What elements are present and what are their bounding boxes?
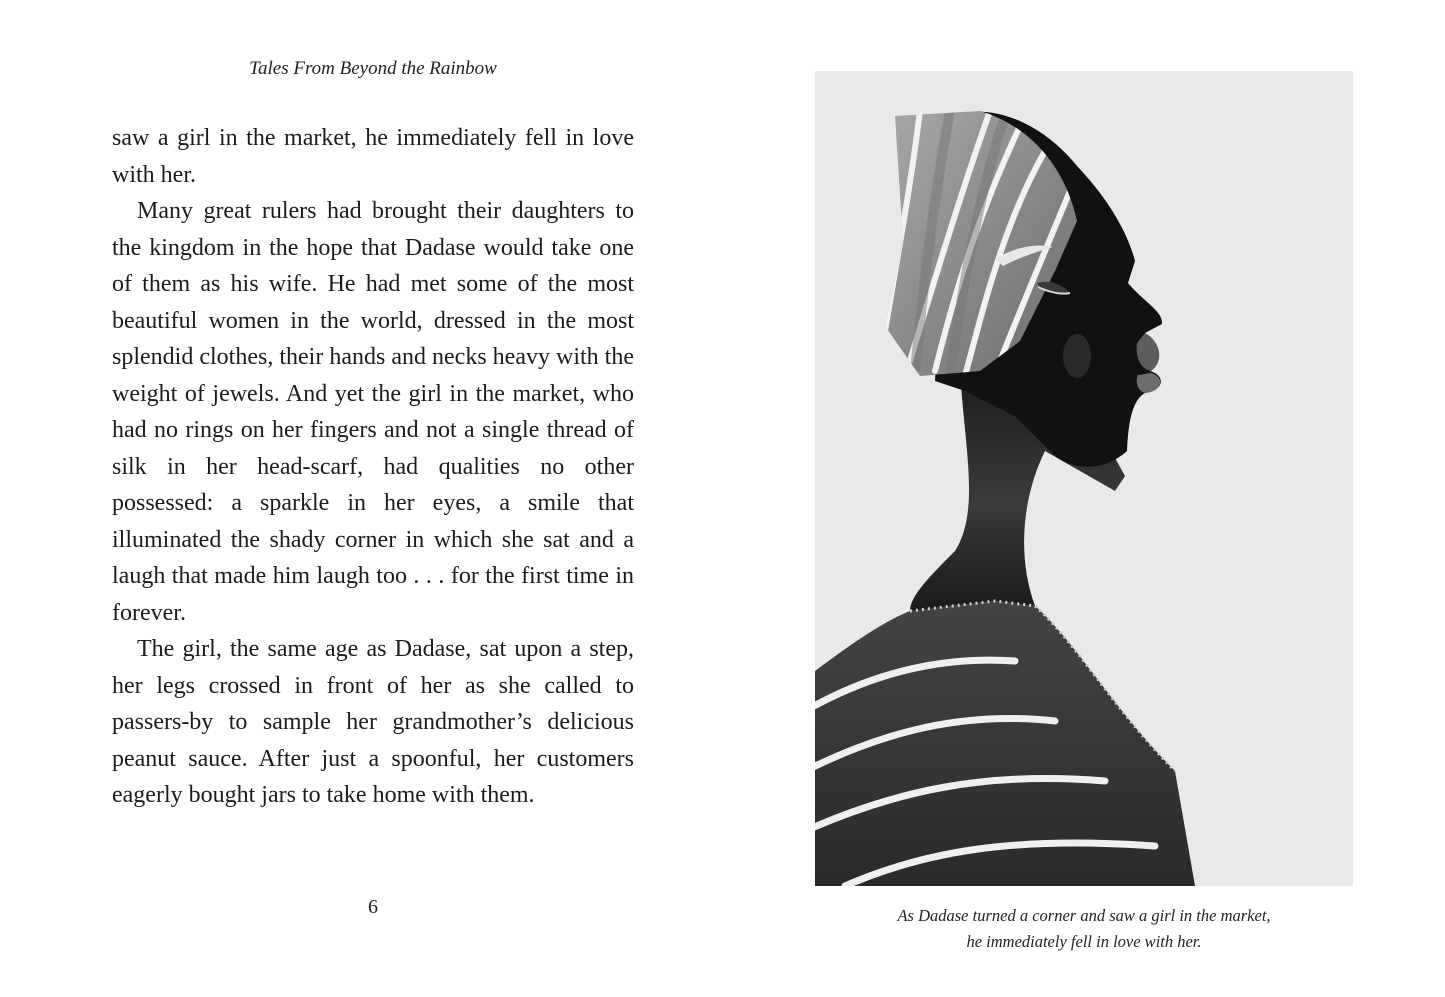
caption	[815, 903, 1353, 955]
caption-line-1: As Dadase turned a corner and saw a girl in the market,	[897, 906, 1271, 925]
page-number: 6	[368, 896, 378, 918]
paragraph: Many great rulers had brought their daughters to the kingdom in the hope that Dadase would take one of them as his wife. He had met some of the most beautiful women in the world, dressed in the most splendid clothes, their hands and necks heavy with the weight of jewels. And yet the girl in the market, who had no rings on her fingers and not a single thread of silk in her head-scarf, had qualities no other possessed: a sparkle in her eyes, a smile that illuminated the shady corner in which she sat and a laugh that made him laugh too . . . for the first time in forever.	[112, 198, 634, 626]
paragraph: The girl, the same age as Dadase, sat upon a step, her legs crossed in front of her as she called to passers-by to sample her grandmother’s delicious peanut sauce. After just a spoonful, her customers eagerly bought jars to take home with them.	[112, 636, 634, 808]
running-header: Tales From Beyond the Rainbow	[249, 58, 497, 79]
woman-profile-illustration	[815, 71, 1353, 886]
body-text	[112, 120, 634, 814]
caption-line-2: he immediately fell in love with her.	[966, 932, 1202, 951]
paragraph-continued: saw a girl in the market, he immediately fell in love with her.	[112, 125, 634, 188]
illustration	[815, 71, 1353, 886]
